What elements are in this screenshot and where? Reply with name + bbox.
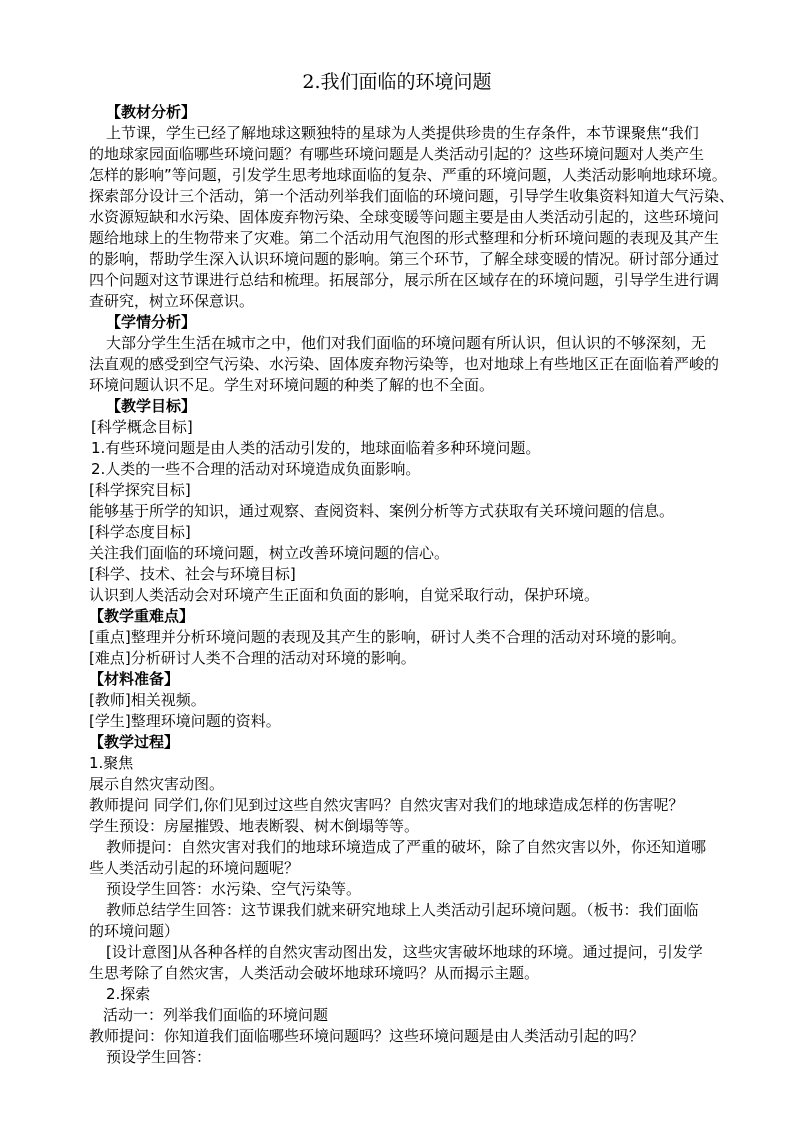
paragraph-line: 认识到人类活动会对环境产生正面和负面的影响，自觉采取行动，保护环境。 — [89, 586, 600, 604]
section-heading: 【学情分析】 — [106, 313, 197, 331]
paragraph-line: 学生预设：房屋摧毁、地表断裂、树木倒塌等等。 — [89, 817, 420, 835]
section-heading: 【教学目标】 — [106, 397, 197, 415]
section-heading: 【材料准备】 — [89, 670, 180, 688]
paragraph-line: 四个问题对这节课进行总结和梳理。拓展部分，展示所在区域存在的环境问题，引导学生进行调 — [89, 271, 720, 289]
paragraph-line: 题给地球上的生物带来了灾难。第二个活动用气泡图的形式整理和分析环境问题的表现及其产生 — [89, 229, 720, 247]
section-heading: 【教学重难点】 — [89, 607, 195, 625]
paragraph-line: 1.有些环境问题是由人类的活动引发的，地球面临着多种环境问题。 — [91, 439, 541, 457]
section-heading: 【教材分析】 — [106, 103, 197, 121]
paragraph-line: [设计意图]从各种各样的自然灾害动图出发，这些灾害破坏地球的环境。通过提问，引发学 — [106, 943, 703, 961]
paragraph-line: 的影响，帮助学生深入认识环境问题的影响。第三个环节，了解全球变暖的情况。研讨部分通过 — [89, 250, 720, 268]
step-label: 1.聚焦 — [89, 754, 134, 772]
paragraph-line: 些人类活动引起的环境问题呢？ — [89, 859, 300, 877]
paragraph-line: 能够基于所学的知识，通过观察、查阅资料、案例分析等方式获取有关环境问题的信息。 — [89, 502, 675, 520]
paragraph-line: 2.人类的一些不合理的活动对环境造成负面影响。 — [91, 460, 421, 478]
page-title: 2.我们面临的环境问题 — [302, 71, 492, 93]
paragraph-line: [学生]整理环境问题的资料。 — [89, 712, 281, 730]
paragraph-line: 教师提问：自然灾害对我们的地球环境造成了严重的破坏，除了自然灾害以外，你还知道哪 — [106, 838, 707, 856]
paragraph-line: 教师提问 同学们,你们见到过这些自然灾害吗？自然灾害对我们的地球造成怎样的伤害呢？ — [89, 796, 684, 814]
paragraph-line: [难点]分析研讨人类不合理的活动对环境的影响。 — [89, 649, 416, 667]
paragraph-line: 教师总结学生回答：这节课我们就来研究地球上人类活动引起环境问题。（板书：我们面临 — [106, 901, 699, 919]
paragraph-line: 关注我们面临的环境问题，树立改善环境问题的信心。 — [89, 544, 450, 562]
subsection-label: [科学态度目标] — [89, 523, 191, 541]
paragraph-line: 大部分学生生活在城市之中，他们对我们面临的环境问题有所认识，但认识的不够深刻，无 — [106, 334, 707, 352]
step-label: 2.探索 — [106, 985, 151, 1003]
paragraph-line: 预设学生回答：水污染、空气污染等。 — [106, 880, 362, 898]
subsection-label: [科学概念目标] — [91, 418, 193, 436]
paragraph-line: 上节课，学生已经了解地球这颗独特的星球为人类提供珍贵的生存条件，本节课聚焦“我们 — [106, 124, 699, 142]
paragraph-line: 探索部分设计三个活动，第一个活动列举我们面临的环境问题，引导学生收集资料知道大气污染、 — [89, 187, 735, 205]
paragraph-line: 环境问题认识不足。学生对环境问题的种类了解的也不全面。 — [89, 376, 495, 394]
subsection-label: [科学、技术、社会与环境目标] — [89, 565, 296, 583]
activity-label: 活动一：列举我们面临的环境问题 — [103, 1006, 329, 1024]
paragraph-line: 生思考除了自然灾害，人类活动会破坏地球环境吗？从而揭示主题。 — [89, 964, 540, 982]
paragraph-line: 预设学生回答： — [106, 1048, 212, 1066]
paragraph-line: 教师提问：你知道我们面临哪些环境问题吗？这些环境问题是由人类活动引起的吗？ — [89, 1027, 645, 1045]
paragraph-line: [教师]相关视频。 — [89, 691, 206, 709]
paragraph-line: 的环境问题） — [89, 922, 180, 940]
paragraph-line: 怎样的影响”等问题，引发学生思考地球面临的复杂、严重的环境问题，人类活动影响地球环境。 — [89, 166, 727, 184]
paragraph-line: 查研究，树立环保意识。 — [89, 292, 255, 310]
paragraph-line: 水资源短缺和水污染、固体废弃物污染、全球变暖等问题主要是由人类活动引起的，这些环境问 — [89, 208, 720, 226]
paragraph-line: 展示自然灾害动图。 — [89, 775, 225, 793]
paragraph-line: 的地球家园面临哪些环境问题？有哪些环境问题是人类活动引起的？这些环境问题对人类产生 — [89, 145, 705, 163]
paragraph-line: [重点]整理并分析环境问题的表现及其产生的影响，研讨人类不合理的活动对环境的影响。 — [89, 628, 686, 646]
paragraph-line: 法直观的感受到空气污染、水污染、固体废弃物污染等，也对地球上有些地区正在面临着严峻的 — [89, 355, 720, 373]
subsection-label: [科学探究目标] — [89, 481, 191, 499]
section-heading: 【教学过程】 — [89, 733, 180, 751]
